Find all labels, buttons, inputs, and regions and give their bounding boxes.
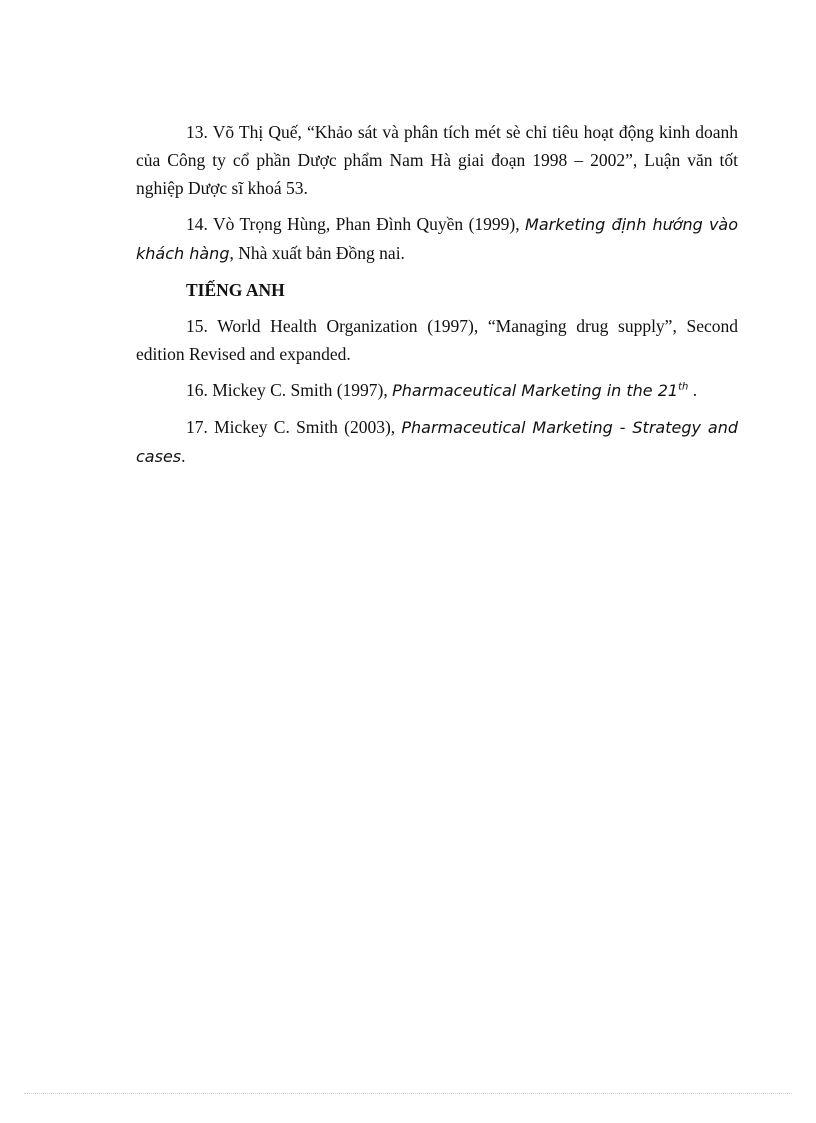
reference-17-authors: 17. Mickey C. Smith (2003), (186, 417, 402, 437)
reference-16 (136, 376, 738, 405)
document-page (136, 118, 738, 479)
reference-17 (136, 413, 738, 471)
page-bottom-divider (24, 1093, 792, 1094)
reference-15 (136, 312, 738, 368)
reference-17-end: . (181, 446, 186, 466)
reference-14 (136, 210, 738, 268)
reference-13-text: 13. Võ Thị Quế, “Khảo sát và phân tích mét sè chỉ tiêu hoạt động kinh doanh của Công ty cổ phần Dược phẩm Nam Hà giai đoạn 1998 – 2002”, Luận văn tốt nghiệp Dược sĩ khoá 53. (136, 122, 738, 198)
reference-16-end: . (688, 380, 698, 400)
reference-17-title: Pharmaceutical Marketing - Strategy and cases (136, 418, 738, 466)
reference-16-superscript: th (678, 381, 689, 393)
reference-14-authors: 14. Vò Trọng Hùng, Phan Đình Quyền (1999), (186, 214, 526, 234)
reference-16-title: Pharmaceutical Marketing in the 21 (392, 381, 679, 400)
reference-14-title: Marketing định hướng vào khách hàng (136, 215, 739, 263)
reference-15-text: 15. World Health Organization (1997), “Managing drug supply”, Second edition Revised and expanded. (136, 316, 738, 364)
section-heading-english: TIẾNG ANH (186, 280, 285, 300)
reference-13 (136, 118, 738, 202)
reference-14-publisher: , Nhà xuất bản Đồng nai. (229, 243, 405, 263)
reference-16-authors: 16. Mickey C. Smith (1997), (186, 380, 393, 400)
